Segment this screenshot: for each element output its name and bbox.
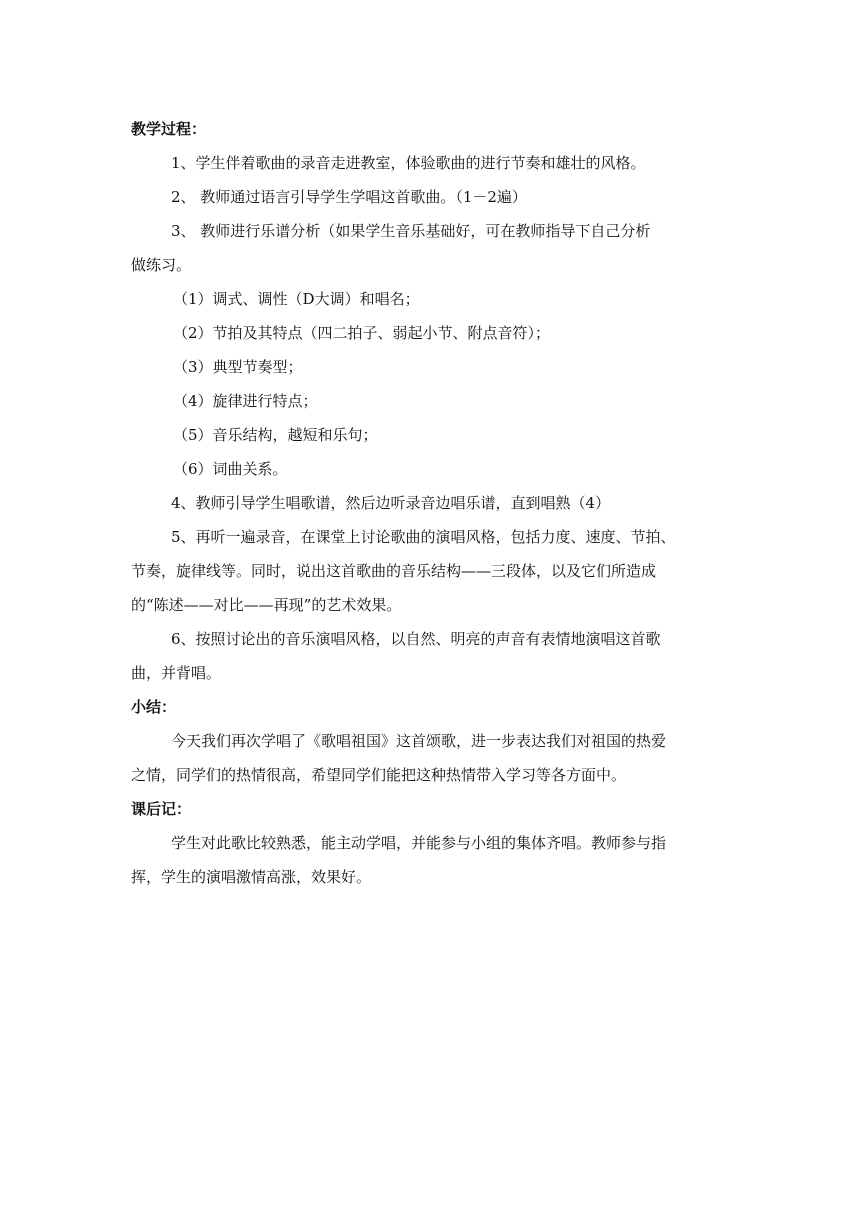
summary-line-2: 之情，同学们的热情很高，希望同学们能把这种热情带入学习等各方面中。 (131, 766, 627, 784)
document-body (131, 112, 731, 894)
after-class-line-1: 学生对此歌比较熟悉，能主动学唱，并能参与小组的集体齐唱。教师参与指 (171, 834, 667, 852)
summary-line-1: 今天我们再次学唱了《歌唱祖国》这首颂歌，进一步表达我们对祖国的热爱 (171, 732, 667, 750)
step-6-line-2: 曲，并背唱。 (131, 664, 222, 682)
analysis-item-6: （6）词曲关系。 (173, 460, 288, 478)
step-4: 4、教师引导学生唱歌谱，然后边听录音边唱乐谱，直到唱熟（4） (171, 494, 611, 512)
step-5-line-2: 节奏，旋律线等。同时，说出这首歌曲的音乐结构——三段体，以及它们所造成 (131, 562, 657, 580)
step-2: 2、 教师通过语言引导学生学唱这首歌曲。（1－2遍） (171, 188, 527, 206)
step-3-line-2: 做练习。 (131, 256, 192, 274)
analysis-item-4: （4）旋律进行特点； (173, 392, 318, 410)
summary-heading: 小结： (131, 698, 177, 716)
step-3-line-1: 3、 教师进行乐谱分析（如果学生音乐基础好，可在教师指导下自己分析 (171, 222, 651, 240)
analysis-item-1: （1）调式、调性（D大调）和唱名； (173, 290, 420, 308)
step-5-line-1: 5、再听一遍录音，在课堂上讨论歌曲的演唱风格，包括力度、速度、节拍、 (171, 528, 676, 546)
after-class-notes-heading: 课后记： (131, 800, 192, 818)
analysis-item-2: （2）节拍及其特点（四二拍子、弱起小节、附点音符）； (173, 324, 551, 342)
step-1: 1、学生伴着歌曲的录音走进教室，体验歌曲的进行节奏和雄壮的风格。 (171, 154, 646, 172)
analysis-item-5: （5）音乐结构，越短和乐句； (173, 426, 378, 444)
step-5-line-3: 的“陈述——对比——再现”的艺术效果。 (131, 596, 402, 614)
analysis-item-3: （3）典型节奏型； (173, 358, 303, 376)
step-6-line-1: 6、按照讨论出的音乐演唱风格，以自然、明亮的声音有表情地演唱这首歌 (171, 630, 661, 648)
teaching-process-heading: 教学过程： (131, 120, 207, 138)
after-class-line-2: 挥，学生的演唱激情高涨，效果好。 (131, 868, 372, 886)
